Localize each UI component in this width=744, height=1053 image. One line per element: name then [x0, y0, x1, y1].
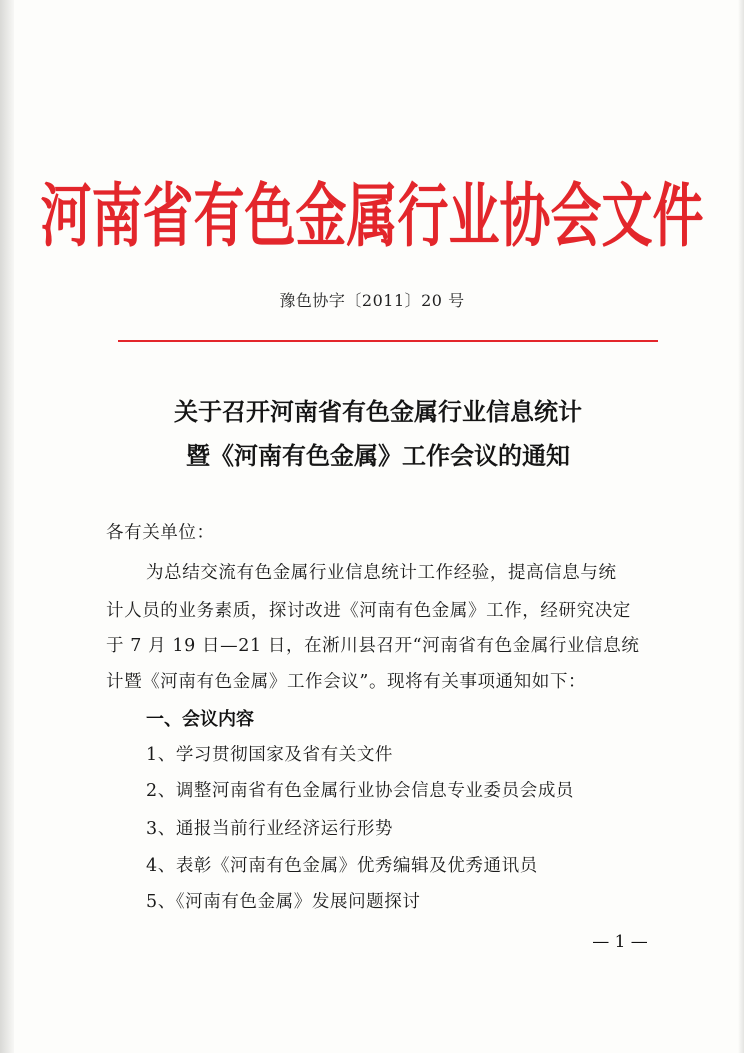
notice-title-line-2: 暨《河南有色金属》工作会议的通知 — [186, 441, 570, 470]
paragraph-line: 计暨《河南有色金属》工作会议”。现将有关事项通知如下： — [106, 672, 587, 692]
list-item: 2、调整河南省有色金属行业协会信息专业委员会成员 — [146, 781, 575, 801]
header-red-rule — [118, 340, 658, 342]
issuer-header-title: 河南省有色金属行业协会文件 — [40, 176, 704, 258]
list-item: 4、表彰《河南有色金属》优秀编辑及优秀通讯员 — [146, 856, 538, 876]
document-number: 豫色协字〔2011〕20 号 — [279, 291, 465, 310]
salutation: 各有关单位： — [106, 523, 215, 543]
page-left-edge-shadow — [0, 0, 14, 1053]
paragraph-line: 于 7 月 19 日—21 日，在淅川县召开“河南省有色金属行业信息统 — [106, 636, 640, 656]
notice-title-line-1: 关于召开河南省有色金属行业信息统计 — [174, 397, 582, 426]
list-item: 5、《河南有色金属》发展问题探讨 — [146, 892, 421, 912]
page-right-edge-shadow — [738, 0, 744, 1053]
section-heading-meeting-content: 一、会议内容 — [146, 709, 254, 730]
page-number: — 1 — — [592, 932, 648, 952]
paragraph-line: 为总结交流有色金属行业信息统计工作经验，提高信息与统 — [146, 563, 617, 583]
list-item: 1、学习贯彻国家及省有关文件 — [146, 745, 394, 765]
paragraph-line: 计人员的业务素质，探讨改进《河南有色金属》工作，经研究决定 — [106, 601, 631, 621]
list-item: 3、通报当前行业经济运行形势 — [146, 819, 394, 839]
